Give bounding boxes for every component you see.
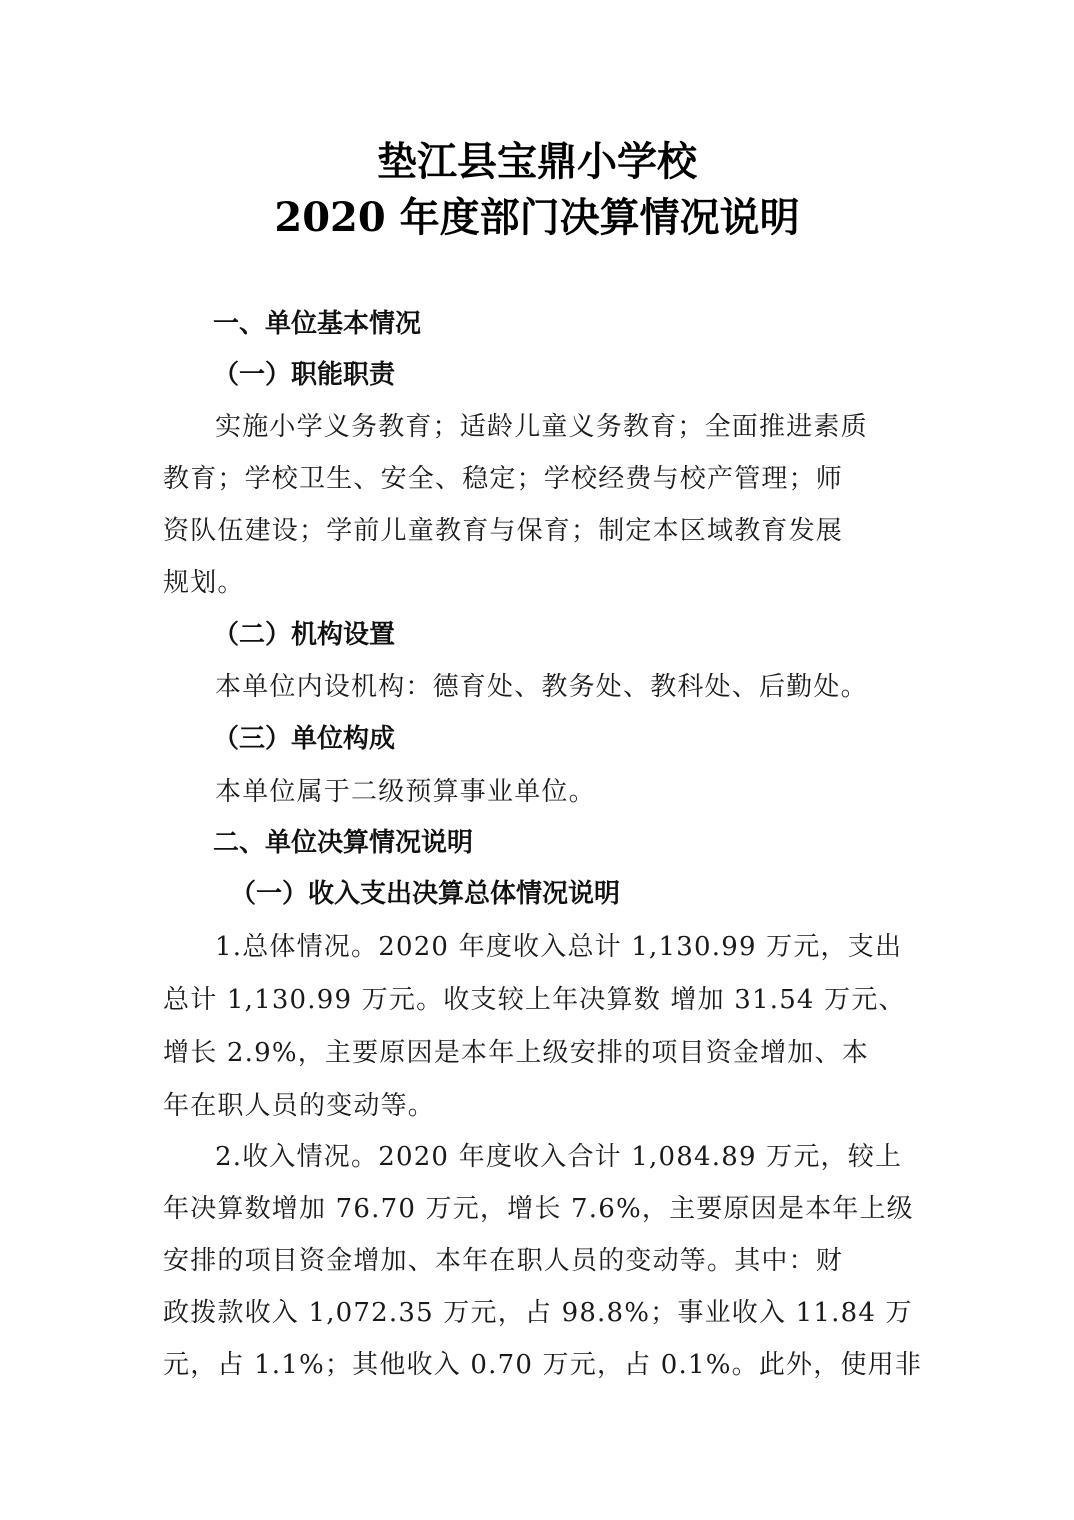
paragraph-line: 本单位属于二级预算事业单位。 — [215, 777, 596, 807]
paragraph-line: 教育；学校卫生、安全、稳定；学校经费与校产管理；师 — [163, 464, 844, 494]
section1-sub1-heading: （一）职能职责 — [213, 360, 396, 390]
paragraph-line: 总计 1,130.99 万元。收支较上年决算数 增加 31.54 万元、 — [163, 985, 906, 1015]
section1-sub2-heading: （二）机构设置 — [213, 620, 396, 650]
paragraph-line: 实施小学义务教育；适龄儿童义务教育；全面推进素质 — [215, 412, 868, 442]
paragraph-line: 元，占 1.1%；其他收入 0.70 万元，占 0.1%。此外，使用非 — [163, 1350, 923, 1380]
paragraph-line: 本单位内设机构：德育处、教务处、教科处、后勤处。 — [215, 672, 868, 702]
paragraph-line: 年决算数增加 76.70 万元，增长 7.6%，主要原因是本年上级 — [163, 1194, 914, 1224]
document-title-line1: 垫江县宝鼎小学校 — [377, 138, 697, 185]
paragraph-line: 规划。 — [163, 568, 245, 598]
section2-sub1-heading: （一）收入支出决算总体情况说明 — [230, 879, 621, 909]
document-title-line2: 2020 年度部门决算情况说明 — [274, 194, 800, 241]
paragraph-line: 1.总体情况。2020 年度收入总计 1,130.99 万元，支出 — [215, 932, 903, 962]
section1-heading: 一、单位基本情况 — [213, 309, 422, 339]
paragraph-line: 资队伍建设；学前儿童教育与保育；制定本区域教育发展 — [163, 516, 844, 546]
section1-sub3-heading: （三）单位构成 — [213, 724, 396, 754]
paragraph-line: 安排的项目资金增加、本年在职人员的变动等。其中：财 — [163, 1246, 844, 1276]
paragraph-line: 增长 2.9%，主要原因是本年上级安排的项目资金增加、本 — [163, 1038, 869, 1068]
paragraph-line: 年在职人员的变动等。 — [163, 1091, 436, 1121]
paragraph-line: 政拨款收入 1,072.35 万元，占 98.8%；事业收入 11.84 万 — [163, 1298, 913, 1328]
section2-heading: 二、单位决算情况说明 — [213, 828, 474, 858]
paragraph-line: 2.收入情况。2020 年度收入合计 1,084.89 万元，较上 — [215, 1142, 903, 1172]
